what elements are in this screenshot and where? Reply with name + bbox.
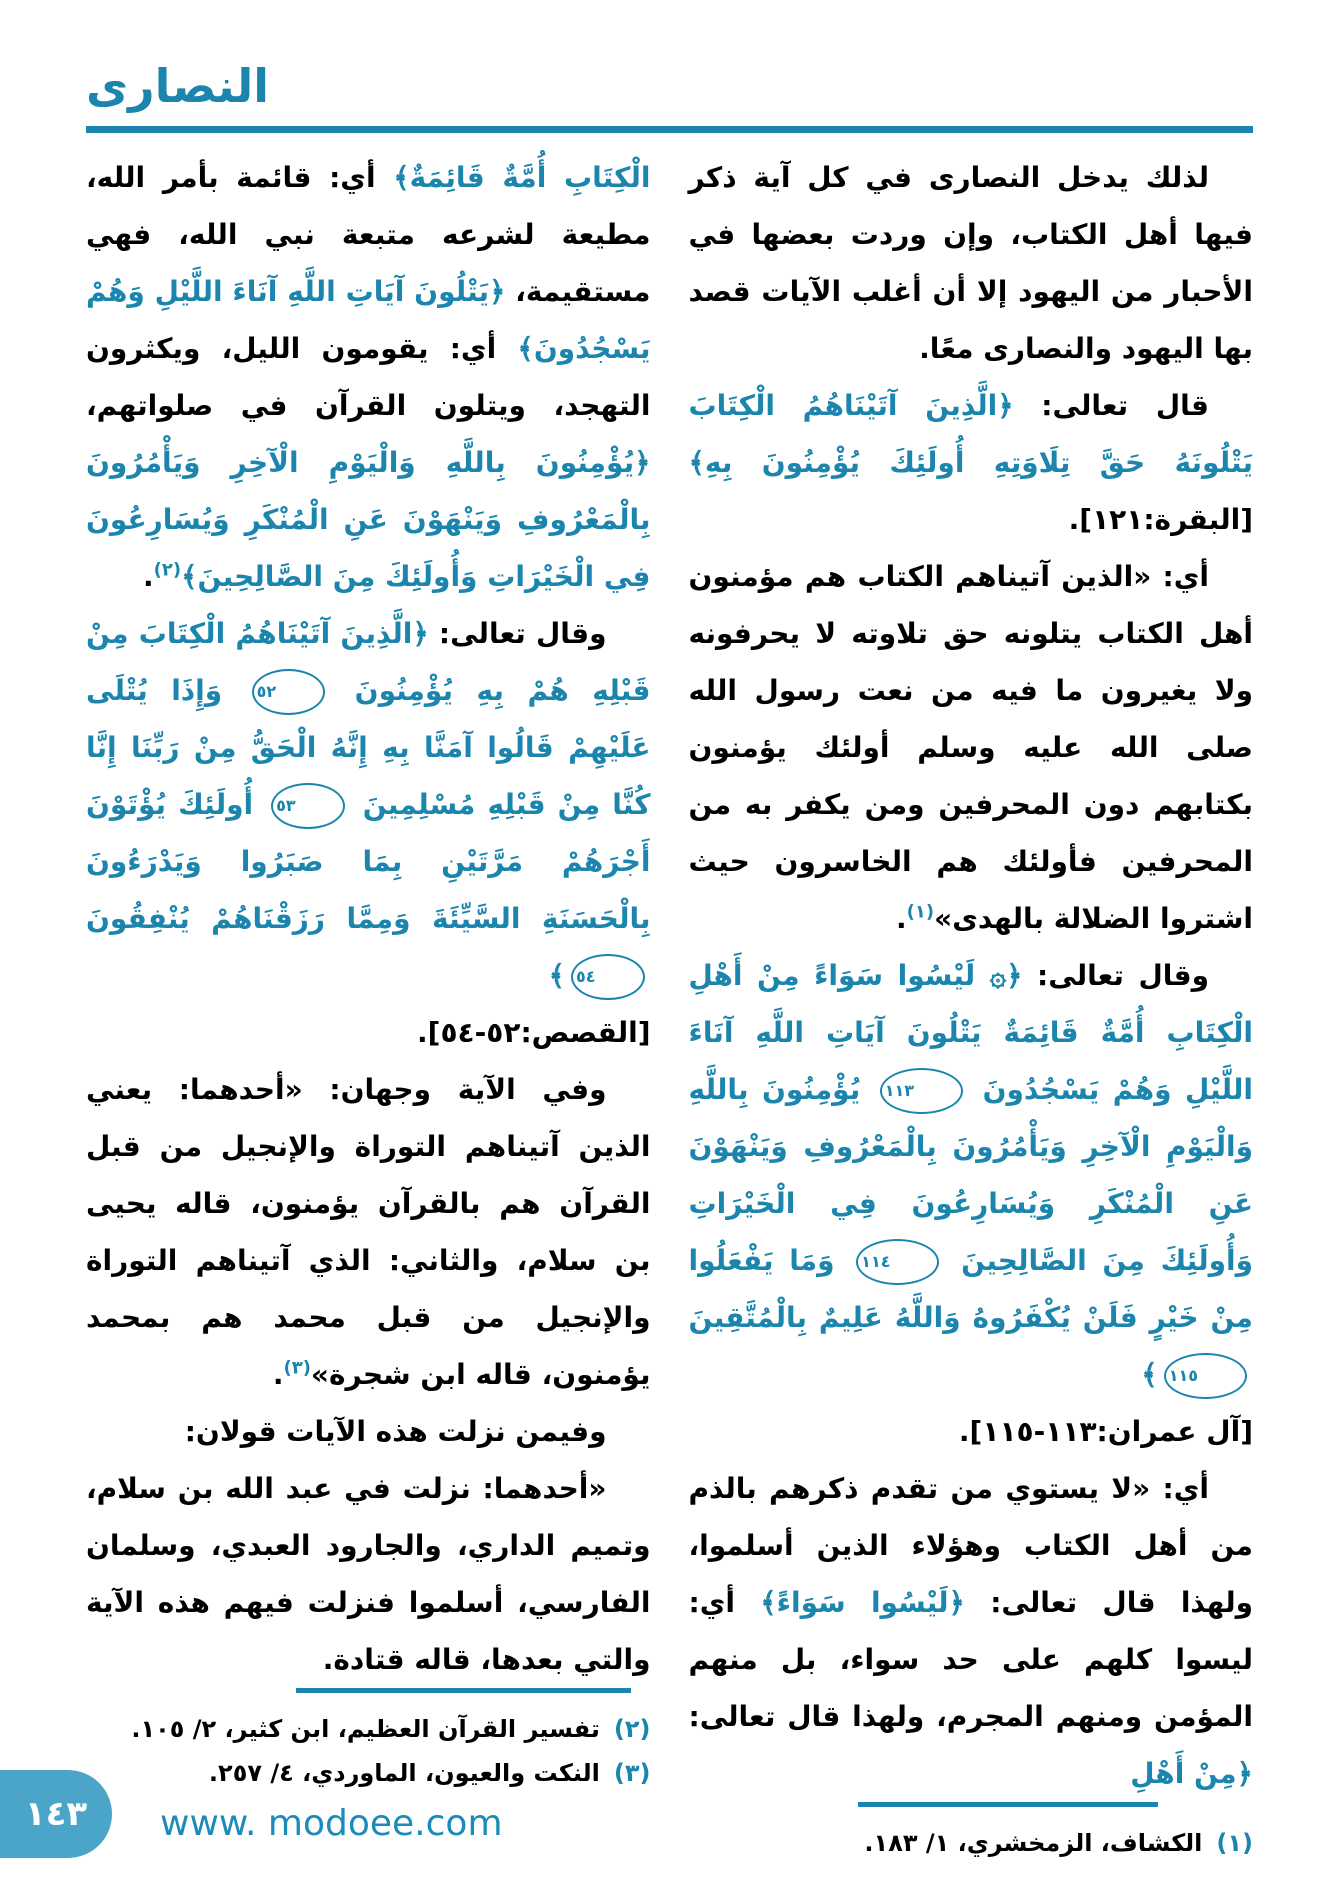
quran-quote: ﴾	[1141, 1358, 1158, 1391]
ayah-number: ١١٤	[856, 1239, 939, 1285]
footnote-text: النكت والعيون، الماوردي، ٤/ ٢٥٧.	[208, 1759, 600, 1787]
body-text: .	[272, 1358, 284, 1391]
quran-quote: وَمَا يَفْعَلُوا مِنْ خَيْرٍ فَلَنْ يُكْفَرُوهُ وَاللَّهُ عَلِيمٌ بِالْمُتَّقِينَ	[688, 1244, 1253, 1334]
column-left-body	[86, 149, 651, 1688]
page-number-tab	[0, 1770, 112, 1858]
footnotes-left	[86, 1688, 651, 1799]
body-text: وفيمن نزلت هذه الآيات قولان:	[184, 1415, 607, 1448]
ayah-number: ٥٤	[571, 954, 645, 1000]
footnote-ref: (٢)	[153, 559, 182, 581]
page-number: ١٤٣	[24, 1794, 88, 1834]
footnotes-right	[689, 1802, 1254, 1869]
footnote-number: (٣)	[613, 1759, 651, 1787]
paragraph	[86, 1460, 651, 1688]
footnote-text: تفسير القرآن العظيم، ابن كثير، ٢/ ١٠٥.	[131, 1715, 600, 1743]
ayah-number: ٥٣	[271, 783, 345, 829]
quran-quote: ﴿مِنْ أَهْلِ	[1130, 1757, 1253, 1790]
body-text: [القصص:٥٢-٥٤].	[417, 1016, 651, 1049]
body-text: لذلك يدخل النصارى في كل آية ذكر فيها أهل الكتاب، وإن وردت بعضها في الأحبار من اليهود إلا أن أغلب الآيات قصد بها اليهود والنصارى معًا.	[688, 161, 1253, 365]
header-divider	[86, 126, 1253, 133]
quran-quote: الْكِتَابِ أُمَّةٌ قَائِمَةٌ﴾	[393, 161, 651, 194]
ayah-number: ١١٣	[880, 1068, 963, 1114]
page-header	[86, 50, 1253, 133]
paragraph	[86, 605, 651, 1004]
quran-quote: يُؤْمِنُونَ بِاللَّهِ وَالْيَوْمِ الْآخِرِ وَيَأْمُرُونَ بِالْمَعْرُوفِ وَيَنْهَوْنَ عَنِ الْمُنْكَرِ وَيُسَارِعُونَ فِي الْخَيْرَاتِ وَأُولَئِكَ مِنَ الصَّالِحِينَ	[688, 1073, 1253, 1277]
paragraph	[689, 1403, 1254, 1460]
footnote-divider	[296, 1688, 631, 1693]
body-text: أي: ليسوا كلهم على حد سواء، بل منهم المؤمن ومنهم المجرم، ولهذا قال تعالى:	[688, 1586, 1253, 1733]
column-left	[86, 149, 651, 1787]
quran-quote: ﴿الَّذِينَ آتَيْنَاهُمُ الْكِتَابَ مِنْ قَبْلِهِ هُمْ بِهِ يُؤْمِنُونَ	[86, 617, 651, 707]
quran-quote: ﴿۞ لَيْسُوا سَوَاءً مِنْ أَهْلِ الْكِتَابِ أُمَّةٌ قَائِمَةٌ يَتْلُونَ آيَاتِ اللَّهِ آنَاءَ اللَّيْلِ وَهُمْ يَسْجُدُونَ	[688, 959, 1253, 1106]
body-text: .	[896, 902, 907, 935]
paragraph	[86, 1004, 651, 1061]
quran-quote: ﴾	[548, 959, 565, 992]
paragraph	[689, 149, 1254, 377]
ayah-number: ٥٢	[252, 669, 326, 715]
quran-quote: وَإِذَا يُتْلَى عَلَيْهِمْ قَالُوا آمَنَّا بِهِ إِنَّهُ الْحَقُّ مِنْ رَبِّنَا إِنَّا كُنَّا مِنْ قَبْلِهِ مُسْلِمِينَ	[86, 674, 651, 821]
body-text: [آل عمران:١١٣-١١٥].	[958, 1415, 1253, 1448]
body-text: أي: «لا يستوي من تقدم ذكرهم بالذم من أهل الكتاب وهؤلاء الذين أسلموا، ولهذا قال تعالى:	[688, 1472, 1253, 1619]
footnote-number: (١)	[1216, 1829, 1253, 1857]
paragraph	[689, 548, 1254, 947]
paragraph	[86, 1061, 651, 1403]
footnote	[86, 1707, 651, 1751]
footnote-ref: (٣)	[283, 1357, 311, 1379]
quran-quote: ﴿لَيْسُوا سَوَاءً﴾	[760, 1586, 965, 1619]
footnote-list-right	[689, 1821, 1254, 1865]
body-text: أي: يقومون الليل، ويكثرون التهجد، ويتلون القرآن في صلواتهم،	[86, 332, 651, 422]
body-text: وقال تعالى:	[428, 617, 607, 650]
body-text: .	[142, 560, 154, 593]
paragraph	[689, 947, 1254, 1403]
body-text: وفي الآية وجهان: «أحدهما: يعني الذين آتيناهم التوراة والإنجيل من قبل القرآن هم بالقرآن يؤمنون، قاله يحيى بن سلام، والثاني: الذي آتيناهم التوراة والإنجيل من قبل محمد هم بمحمد يؤمنون، قاله ابن شجرة»	[86, 1073, 651, 1391]
quran-quote: ﴿الَّذِينَ آتَيْنَاهُمُ الْكِتَابَ يَتْلُونَهُ حَقَّ تِلَاوَتِهِ أُولَئِكَ يُؤْمِنُونَ بِهِ﴾	[688, 389, 1253, 479]
body-text: أي: قائمة بأمر الله، مطيعة لشرعه متبعة نبي الله، فهي مستقيمة،	[86, 161, 651, 308]
footnote	[86, 1751, 651, 1795]
footnote-ref: (١)	[906, 901, 935, 923]
paragraph	[689, 377, 1254, 548]
ayah-number: ١١٥	[1164, 1353, 1247, 1399]
body-text: أي: «الذين آتيناهم الكتاب هم مؤمنون أهل الكتاب يتلونه حق تلاوته لا يحرفونه ولا يغيرون ما فيه من نعت رسول الله صلى الله عليه وسلم أولئك يؤمنون بكتابهم دون المحرفين ومن يكفر به من المحرفين فأولئك هم الخاسرون حيث اشتروا الضلالة بالهدى»	[688, 560, 1253, 935]
footnote-divider	[858, 1802, 1158, 1807]
body-text: قال تعالى:	[1013, 389, 1209, 422]
paragraph	[689, 1460, 1254, 1802]
footnote-number: (٢)	[613, 1715, 651, 1743]
quran-quote: أُولَئِكَ يُؤْتَوْنَ أَجْرَهُمْ مَرَّتَيْنِ بِمَا صَبَرُوا وَيَدْرَءُونَ بِالْحَسَنَةِ السَّيِّئَةَ وَمِمَّا رَزَقْنَاهُمْ يُنْفِقُونَ	[86, 788, 651, 935]
quran-quote: ﴿يُؤْمِنُونَ بِاللَّهِ وَالْيَوْمِ الْآخِرِ وَيَأْمُرُونَ بِالْمَعْرُوفِ وَيَنْهَوْنَ عَنِ الْمُنْكَرِ وَيُسَارِعُونَ فِي الْخَيْرَاتِ وَأُولَئِكَ مِنَ الصَّالِحِينَ﴾	[86, 446, 651, 593]
column-right-body	[689, 149, 1254, 1802]
column-right	[688, 149, 1254, 1857]
body-text: وقال تعالى:	[1022, 959, 1209, 992]
body-text: [البقرة:١٢١].	[1068, 503, 1253, 536]
footnote-list-left	[86, 1707, 651, 1795]
body-text: «أحدهما: نزلت في عبد الله بن سلام، وتميم الداري، والجارود العبدي، وسلمان الفارسي، أسلموا فنزلت فيهم هذه الآية والتي بعدها، قاله قتادة.	[86, 1472, 651, 1676]
page-title: النصارى	[86, 59, 270, 113]
quran-quote: ﴿يَتْلُونَ آيَاتِ اللَّهِ آنَاءَ اللَّيْلِ وَهُمْ يَسْجُدُونَ﴾	[86, 275, 651, 365]
paragraph	[86, 149, 651, 605]
website-link[interactable]: www. modoee.com	[160, 1803, 503, 1844]
footnote-text: الكشاف، الزمخشري، ١/ ١٨٣.	[864, 1829, 1203, 1857]
paragraph	[86, 1403, 651, 1460]
footnote	[689, 1821, 1254, 1865]
